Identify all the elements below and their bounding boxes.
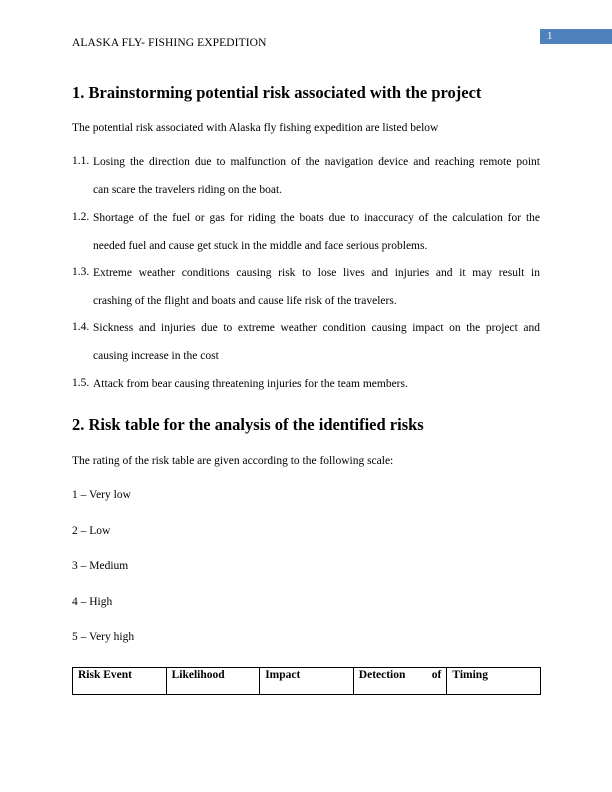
section-1-heading: 1. Brainstorming potential risk associated with the project [72, 83, 482, 102]
risk-item-text-line2: causing increase in the cost [93, 350, 219, 362]
risk-item-number: 1.2. [72, 211, 90, 223]
risk-item-text-line1: Sickness and injuries due to extreme weather condition causing impact on the project and [93, 322, 540, 334]
risk-item-text-line2: can scare the travelers riding on the boat. [93, 184, 283, 196]
column-header-timing: Timing [447, 668, 541, 695]
risk-item-number: 1.3. [72, 266, 90, 278]
risk-table-header-row [73, 668, 541, 695]
column-header-risk-event: Risk Event [73, 668, 167, 695]
risk-item-text-line1: Attack from bear causing threatening injuries for the team members. [93, 378, 408, 390]
section-2-heading: 2. Risk table for the analysis of the identified risks [72, 415, 424, 434]
scale-item: 2 – Low [72, 525, 111, 537]
column-header-detection: Detection of [353, 668, 447, 695]
risk-item-text-line1: Losing the direction due to malfunction of the navigation device and reaching remote point [93, 156, 540, 168]
section-1-intro: The potential risk associated with Alaska fly fishing expedition are listed below [72, 122, 439, 134]
risk-item-text-line2: needed fuel and cause get stuck in the middle and face serious problems. [93, 240, 428, 252]
risk-item-text-line2: crashing of the flight and boats and cause life risk of the travelers. [93, 295, 397, 307]
running-header: ALASKA FLY- FISHING EXPEDITION [72, 37, 267, 49]
scale-item: 4 – High [72, 596, 113, 608]
page-number: 1 [547, 30, 553, 42]
section-2-intro: The rating of the risk table are given according to the following scale: [72, 455, 394, 467]
scale-item: 1 – Very low [72, 489, 131, 501]
scale-item: 5 – Very high [72, 631, 135, 643]
risk-item-number: 1.4. [72, 321, 90, 333]
column-header-impact: Impact [260, 668, 354, 695]
page-number-badge [540, 29, 612, 44]
risk-item-text-line1: Shortage of the fuel or gas for riding the boats due to inaccuracy of the calculation for the [93, 212, 540, 224]
scale-item: 3 – Medium [72, 560, 129, 572]
risk-item-number: 1.1. [72, 155, 90, 167]
risk-item-text-line1: Extreme weather conditions causing risk to lose lives and injuries and it may result in [93, 267, 540, 279]
risk-table [72, 667, 541, 695]
column-header-likelihood: Likelihood [166, 668, 260, 695]
risk-item-number: 1.5. [72, 377, 90, 389]
